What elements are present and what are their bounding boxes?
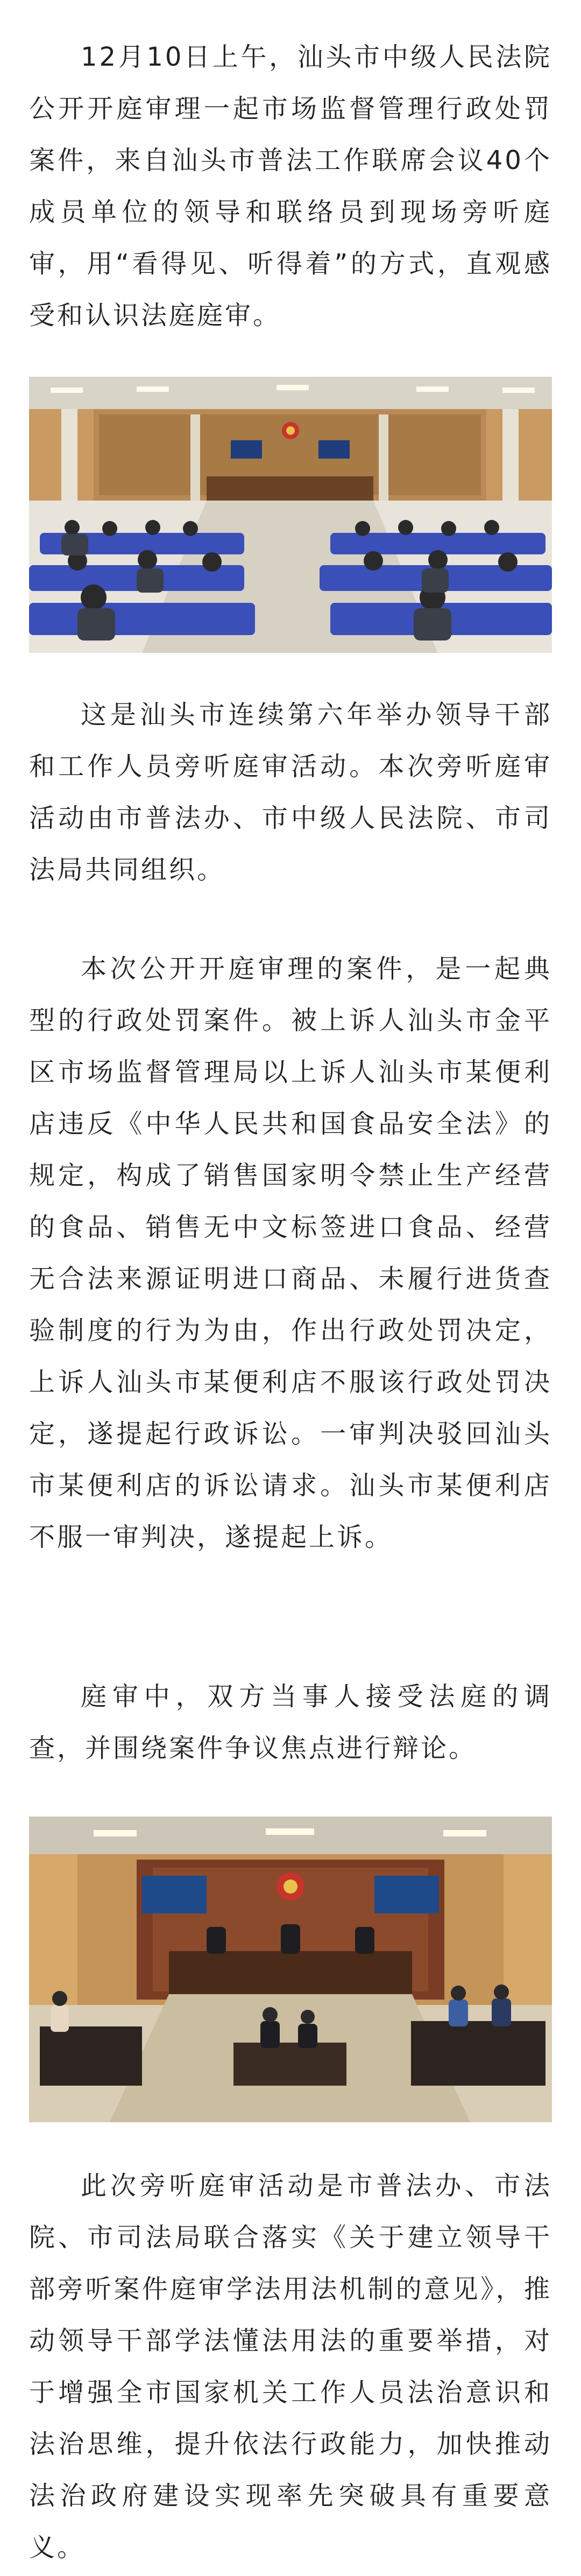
paragraph-5: 此次旁听庭审活动是市普法办、市法院、市司法局联合落实《关于建立领导干部旁听案件庭审学法用法机制的意见》，推动领导干部学法懂法用法的重要举措，对于增强全市国家机关工作人员法治意识和法治思维，提升依法行政能力，加快推动法治政府建设实现率先突破具有重要意义。 (29, 2171, 552, 2563)
paragraph-2: 这是汕头市连续第六年举办领导干部和工作人员旁听庭审活动。本次旁听庭审活动由市普法办、市中级人民法院、市司法局共同组织。 (29, 700, 552, 885)
paragraph-4: 庭审中，双方当事人接受法庭的调查，并围绕案件争议焦点进行辩论。 (29, 1681, 552, 1763)
paragraph-1: 12月10日上午，汕头市中级人民法院公开开庭审理一起市场监督管理行政处罚案件，来自汕头市普法工作联席会议40个成员单位的领导和联络员到现场旁听庭审，用“看得见、听得着”的方式，直观感受和认识法庭庭审。 (29, 42, 552, 330)
courtroom-audience-photo (29, 377, 552, 653)
courtroom-bench-photo (29, 1817, 552, 2122)
paragraph-3: 本次公开开庭审理的案件，是一起典型的行政处罚案件。被上诉人汕头市金平区市场监督管理局以上诉人汕头市某便利店违反《中华人民共和国食品安全法》的规定，构成了销售国家明令禁止生产经营的食品、销售无中文标签进口食品、经营无合法来源证明进口商品、未履行进货查验制度的行为为由，作出行政处罚决定，上诉人汕头市某便利店不服该行政处罚决定，遂提起行政诉讼。一审判决驳回汕头市某便利店的诉讼请求。汕头市某便利店不服一审判决，遂提起上诉。 (29, 954, 552, 1552)
